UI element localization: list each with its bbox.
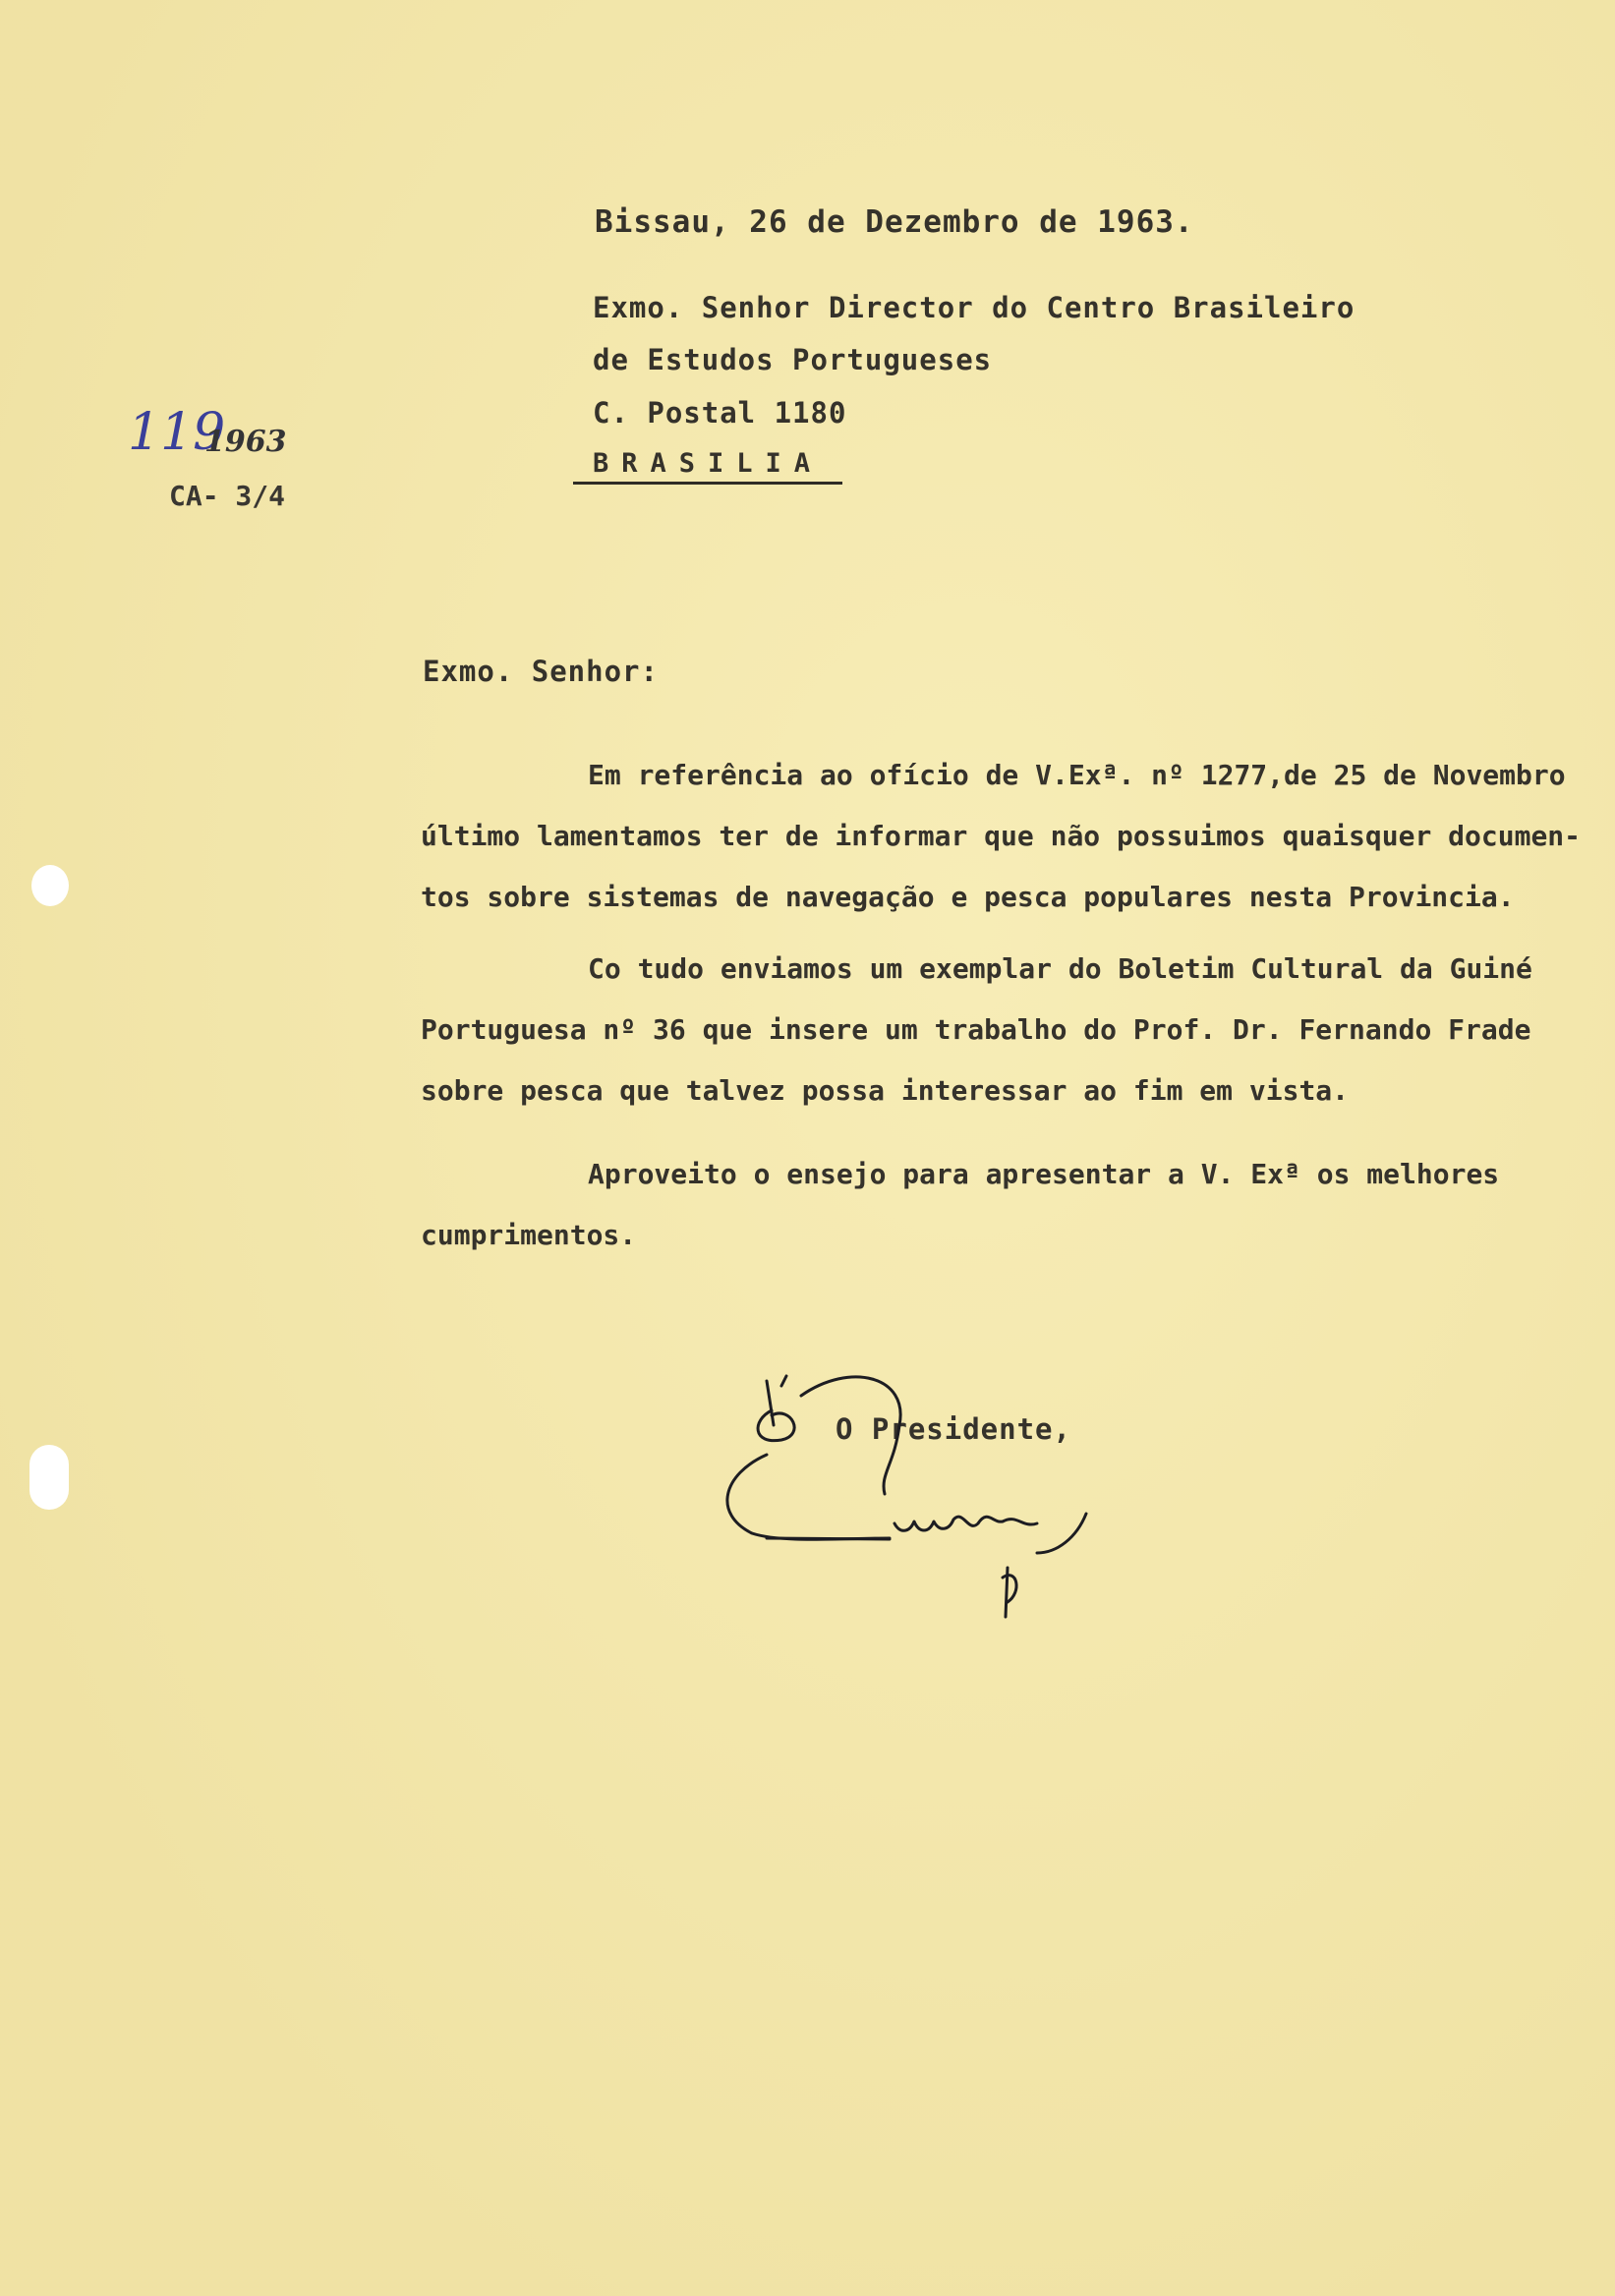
paragraph-2-line: sobre pesca que talvez possa interessar ao fim em vista. [421,1074,1350,1107]
recipient-city: BRASILIA [593,448,824,479]
paragraph-1-line: tos sobre sistemas de navegação e pesca populares nesta Provincia. [421,881,1515,913]
paragraph-2 [421,939,1581,1121]
handwritten-reference-number: 119 [128,403,226,462]
closing-title: O Presidente, [836,1412,1071,1446]
reference-year: 1963 [204,425,287,459]
paragraph-3-line: Aproveito o ensejo para apresentar a V. Exª os melhores [588,1158,1500,1190]
salutation: Exmo. Senhor: [423,655,659,688]
paragraph-1 [421,745,1581,928]
archive-code: CA- 3/4 [169,480,286,512]
punch-hole-upper [31,865,69,906]
recipient-line-3: C. Postal 1180 [593,396,847,430]
recipient-line-2: de Estudos Portugueses [593,343,993,376]
recipient-line-1: Exmo. Senhor Director do Centro Brasileiro [593,291,1355,324]
paragraph-2-line: Co tudo enviamos um exemplar do Boletim Cultural da Guiné [588,952,1532,985]
paragraph-3-line: cumprimentos. [421,1219,637,1251]
paragraph-3 [421,1144,1581,1266]
punch-hole-lower [29,1445,69,1510]
paragraph-1-line: Em referência ao ofício de V.Exª. nº 1277,de 25 de Novembro [588,759,1566,791]
signature [713,1366,1165,1641]
city-underline [573,482,842,485]
paragraph-2-line: Portuguesa nº 36 que insere um trabalho do Prof. Dr. Fernando Frade [421,1013,1531,1046]
paragraph-1-line: último lamentamos ter de informar que não possuimos quaisquer documen- [421,820,1582,852]
letter-date: Bissau, 26 de Dezembro de 1963. [595,204,1194,240]
